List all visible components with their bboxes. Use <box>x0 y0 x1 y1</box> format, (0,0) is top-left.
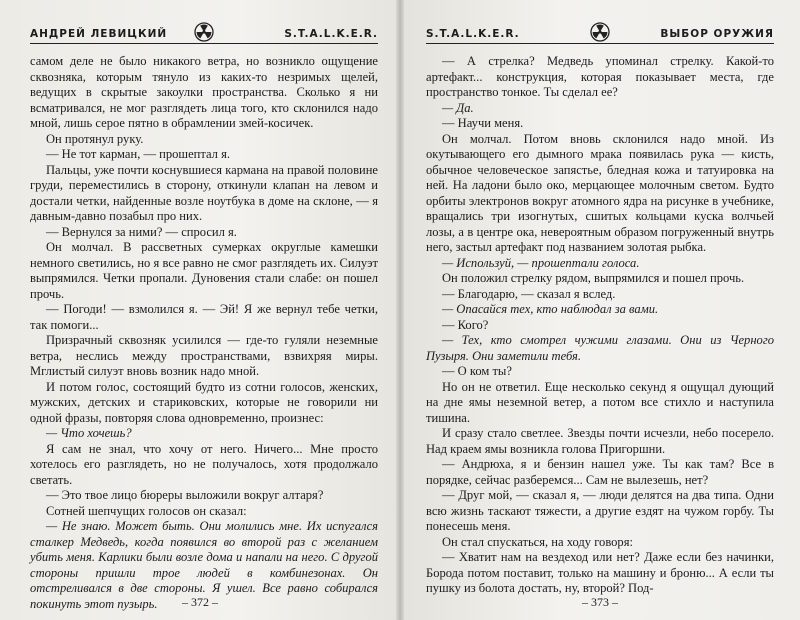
paragraph: Но он не ответил. Еще несколько секунд я ощущал дующий на дне ямы неземной ветер, а потом все стихло и наступила тишина. <box>426 379 774 425</box>
paragraph: Пальцы, уже почти коснувшиеся кармана на правой половине груди, переместились в сторону, откинули клапан на левом и достали четки, найденные возле ноутбука в доме на склоне, — я давным-давно позабыл про них. <box>30 162 378 223</box>
paragraph: — Погоди! — взмолился я. — Эй! Я же вернул тебе четки, так помоги... <box>30 302 378 332</box>
left-head-author: АНДРЕЙ ЛЕВИЦКИЙ <box>30 28 168 40</box>
right-head-title: ВЫБОР ОРУЖИЯ <box>660 28 774 40</box>
paragraph: — Не тот карман, — прошептал я. <box>46 147 230 161</box>
paragraph: — О ком ты? <box>442 364 512 378</box>
paragraph: — А стрелка? Медведь упоминал стрелку. Какой-то артефакт... конструкция, которая показывает места, где пространство тонкое. Ты сделал ее? <box>426 54 774 99</box>
right-running-head <box>426 22 774 44</box>
book-gutter <box>396 0 404 620</box>
paragraph: — Вернулся за ними? — спросил я. <box>46 224 237 239</box>
paragraph: — Андрюха, я и бензин нашел уже. Ты как там? Все в порядке, сейчас разберемся... Сам не вылезешь, нет? <box>426 457 774 487</box>
right-page-text <box>426 44 774 597</box>
left-running-head <box>30 22 378 44</box>
paragraph: Призрачный сквозняк усилился — где-то гуляли неземные ветра, неслись между пространствами, взвихряя миры. Мглистый силуэт вновь возник надо мной. <box>30 333 378 378</box>
paragraph: Он стал спускаться, на ходу говоря: <box>442 534 633 549</box>
paragraph: Он протянул руку. <box>46 131 144 146</box>
paragraph: Я сам не знал, что хочу от него. Ничего... Мне просто хотелось его разглядеть, но не получалось, хотя продолжало светать. <box>30 441 378 487</box>
paragraph: — Научи меня. <box>442 116 524 130</box>
right-page-number: – 373 – <box>582 595 618 609</box>
radiation-hazard-icon <box>194 22 214 42</box>
left-page-text <box>30 44 378 612</box>
paragraph: — Что хочешь? <box>46 426 132 440</box>
right-page <box>400 0 800 620</box>
paragraph: — Тех, кто смотрел чужими глазами. Они из Черного Пузыря. Они заметили тебя. <box>426 333 774 363</box>
paragraph: — Опасайся тех, кто наблюдал за вами. <box>442 302 659 316</box>
paragraph: — Используй, — прошептали голоса. <box>442 255 640 270</box>
paragraph: Он молчал. Потом вновь склонился надо мной. Из окутывающего его дымного мрака появилась рука — кисть, обычное человеческое запястье, бледная кожа и татуировка на ней. На ладони было око, мерцающее молочным светом. Будто орбиты электронов вокруг атомного ядра на рисунке в учебнике, вращались три изогнутых, сшитых кольцами куска волчьей лозы, а в центре ока, невероятным образом погруженный внутрь него, застыл артефакт под названием золотая рыбка. <box>426 131 774 254</box>
paragraph: Он молчал. В рассветных сумерках округлые камешки немного светились, но я все равно не смог разглядеть их. Силуэт выпрямился. Четки пропали. Дуновения стали слабе: он пошел прочь. <box>30 240 378 301</box>
paragraph: — Это твое лицо бюреры выложили вокруг алтаря? <box>46 488 324 502</box>
paragraph: — Друг мой, — сказал я, — люди делятся на два типа. Одни всю жизнь таскают тяжести, а другие ездят на чужом горбу. Ты понесешь меня. <box>426 488 774 533</box>
paragraph: — Благодарю, — сказал я вслед. <box>442 286 616 301</box>
left-page-number: – 372 – <box>182 595 218 609</box>
right-head-series: S.T.A.L.K.E.R. <box>426 28 520 40</box>
paragraph: — Кого? <box>442 317 489 332</box>
paragraph: Сотней шепчущих голосов он сказал: <box>46 503 247 518</box>
radiation-hazard-icon <box>590 22 610 42</box>
paragraph: И сразу стало светлее. Звезды почти исчезли, небо посерело. Над краем ямы возникла голова Пригоршни. <box>426 426 774 456</box>
left-head-series: S.T.A.L.K.E.R. <box>284 28 378 40</box>
paragraph: И потом голос, состоящий будто из сотни голосов, женских, мужских, детских и стариковских, которые не говорили ни одной фразы, повторяя слова одновременно, произнес: <box>30 379 378 425</box>
paragraph: — Не знаю. Может быть. Они молились мне. Их испугался сталкер Медведь, когда появился во второй раз с желанием убить меня. Карлики были возле дома и напали на него. С другой стороны пришли трое людей в комбинезонах. Он отстреливался в две стороны. Я ушел. Все равно собирался покинуть этот пузырь. <box>30 519 378 611</box>
paragraph: — Да. <box>442 100 474 115</box>
paragraph: Он положил стрелку рядом, выпрямился и пошел прочь. <box>442 271 745 285</box>
paragraph: — Хватит нам на вездеход или нет? Даже если без начинки, Борода потом поставит, только на машину и броню... А если ты пушку из болота достать, ну, второй? Под- <box>426 550 774 595</box>
paragraph: самом деле не было никакого ветра, но возникло ощущение сквозняка, которым тянуло из каких-то незримых щелей, ведущих в скрытые закоулки пространства. Сколько я ни всматривался, не мог разглядеть лица того, кто склонился надо мной, лишь серое пятно в обрамлении змей-косичек. <box>30 54 378 130</box>
